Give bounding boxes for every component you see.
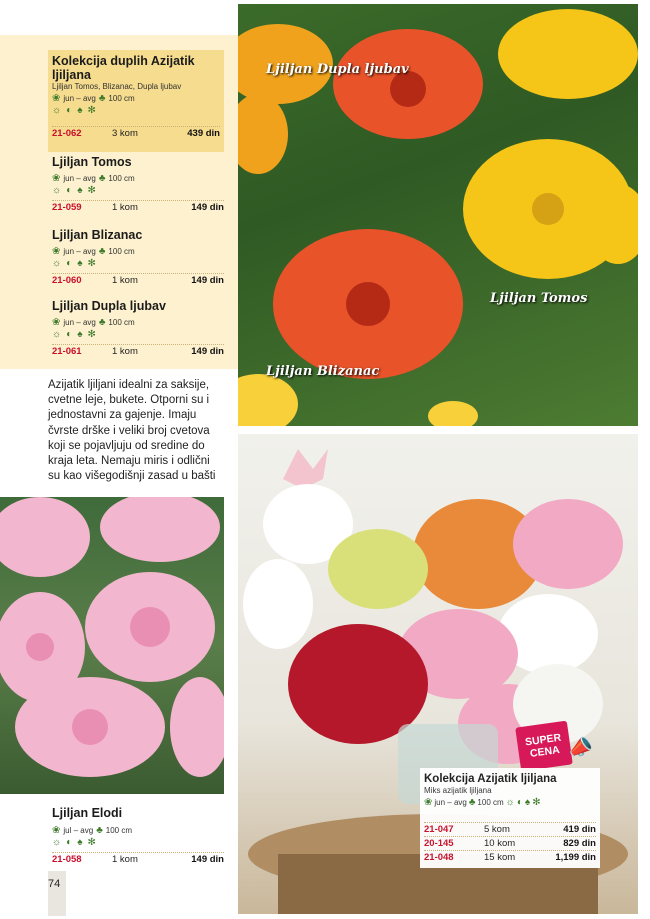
product-title: Ljiljan Dupla ljubav bbox=[52, 299, 166, 313]
half-shade-icon: ◐ bbox=[516, 796, 523, 808]
sun-icon: ☼ bbox=[52, 836, 62, 848]
half-shade-icon: ◐ bbox=[66, 104, 73, 116]
product-tomos bbox=[52, 155, 224, 214]
product-elodi bbox=[52, 806, 224, 866]
care-icons bbox=[52, 836, 224, 848]
product-title: Ljiljan Blizanac bbox=[52, 228, 143, 242]
collection-card bbox=[420, 768, 600, 868]
snowflake-icon: ✻ bbox=[87, 184, 96, 196]
description-text: Azijatik ljiljani idealni za saksije, cvetne leje, bukete. Otporni su i jednostavni za gajenje. Imaju čvrste drške i veliki broj cvetova koji se pojavljuju od sredine do kraja leta. Nemaju miris i odlični su kao višegodišnji zasad u bašti bbox=[48, 379, 216, 483]
price-row bbox=[52, 273, 224, 287]
product-dupla-ljubav bbox=[52, 299, 224, 358]
height-plant-icon: ♣ bbox=[98, 92, 106, 104]
product-price: 419 din bbox=[563, 824, 596, 835]
caption-tomos: Ljiljan Tomos bbox=[490, 291, 588, 306]
product-code: 21-061 bbox=[52, 346, 82, 357]
lily-photo-pink-elodi bbox=[0, 497, 224, 794]
height-plant-icon: ♣ bbox=[98, 245, 106, 257]
product-price: 149 din bbox=[191, 346, 224, 357]
product-code: 21-058 bbox=[52, 854, 82, 865]
plant-height: 100 cm bbox=[108, 173, 135, 183]
snowflake-icon: ✻ bbox=[532, 796, 541, 808]
calendar-icon: ❀ bbox=[52, 824, 61, 836]
product-price: 1,199 din bbox=[555, 852, 596, 863]
height-plant-icon: ♣ bbox=[468, 796, 476, 808]
product-qty: 1 kom bbox=[112, 854, 138, 865]
bloom-season: jun – avg bbox=[63, 246, 96, 256]
product-price: 149 din bbox=[191, 275, 224, 286]
calendar-icon: ❀ bbox=[52, 172, 61, 184]
product-qty: 1 kom bbox=[112, 346, 138, 357]
product-qty: 15 kom bbox=[484, 852, 516, 863]
care-icons bbox=[52, 328, 224, 340]
product-title: Ljiljan Tomos bbox=[52, 155, 132, 169]
snowflake-icon: ✻ bbox=[87, 328, 96, 340]
bloom-season: jun – avg bbox=[434, 797, 467, 807]
height-plant-icon: ♣ bbox=[96, 824, 103, 836]
plant-height: 100 cm bbox=[108, 93, 135, 103]
care-icons bbox=[52, 257, 224, 269]
megaphone-icon: 📣 bbox=[565, 734, 596, 762]
watering-icon: ♠ bbox=[77, 104, 83, 116]
price-row bbox=[52, 852, 224, 866]
height-plant-icon: ♣ bbox=[98, 316, 106, 328]
price-row bbox=[424, 836, 596, 850]
bloom-season: jun – avg bbox=[63, 93, 96, 103]
bloom-season: jun – avg bbox=[63, 173, 96, 183]
calendar-icon: ❀ bbox=[424, 796, 433, 808]
plant-height: 100 cm bbox=[477, 797, 504, 807]
price-row bbox=[424, 850, 596, 864]
watering-icon: ♠ bbox=[524, 796, 531, 808]
price-row bbox=[52, 126, 220, 140]
snowflake-icon: ✻ bbox=[87, 836, 96, 848]
lily-photo-orange-yellow bbox=[238, 4, 638, 426]
snowflake-icon: ✻ bbox=[87, 104, 96, 116]
collection-subtitle: Miks azijatik ljiljana bbox=[424, 786, 492, 795]
product-code: 21-047 bbox=[424, 824, 454, 835]
product-code: 21-062 bbox=[52, 128, 82, 139]
care-icons bbox=[52, 104, 220, 116]
product-qty: 3 kom bbox=[112, 128, 138, 139]
product-price: 829 din bbox=[563, 838, 596, 849]
product-code: 21-059 bbox=[52, 202, 82, 213]
product-qty: 10 kom bbox=[484, 838, 516, 849]
super-cena-badge bbox=[515, 721, 573, 772]
product-qty: 5 kom bbox=[484, 824, 510, 835]
product-qty: 1 kom bbox=[112, 202, 138, 213]
height-plant-icon: ♣ bbox=[98, 172, 106, 184]
product-subtitle: Ljiljan Tomos, Blizanac, Dupla ljubav bbox=[52, 82, 182, 91]
sun-icon: ☼ bbox=[52, 257, 62, 269]
product-qty: 1 kom bbox=[112, 275, 138, 286]
snowflake-icon: ✻ bbox=[87, 257, 96, 269]
sun-icon: ☼ bbox=[505, 796, 515, 808]
product-price: 149 din bbox=[191, 854, 224, 865]
price-row bbox=[52, 344, 224, 358]
watering-icon: ♠ bbox=[77, 184, 83, 196]
half-shade-icon: ◐ bbox=[66, 328, 73, 340]
half-shade-icon: ◐ bbox=[66, 184, 73, 196]
bloom-season: jul – avg bbox=[63, 825, 94, 835]
price-row bbox=[52, 200, 224, 214]
featured-product-card bbox=[48, 50, 224, 152]
calendar-icon: ❀ bbox=[52, 245, 61, 257]
product-blizanac bbox=[52, 228, 224, 287]
plant-height: 100 cm bbox=[108, 317, 135, 327]
product-price: 149 din bbox=[191, 202, 224, 213]
sun-icon: ☼ bbox=[52, 328, 62, 340]
badge-line1: SUPER bbox=[524, 731, 562, 749]
plant-height: 100 cm bbox=[105, 825, 132, 835]
product-code: 20-145 bbox=[424, 838, 454, 849]
calendar-icon: ❀ bbox=[52, 92, 61, 104]
caption-blizanac: Ljiljan Blizanac bbox=[266, 364, 380, 379]
product-title: Ljiljan Elodi bbox=[52, 806, 123, 820]
plant-height: 100 cm bbox=[108, 246, 135, 256]
price-row bbox=[424, 822, 596, 836]
page-number: 74 bbox=[48, 878, 61, 890]
sun-icon: ☼ bbox=[52, 184, 62, 196]
care-icons bbox=[52, 184, 224, 196]
badge-line2: CENA bbox=[529, 743, 561, 760]
collection-title: Kolekcija Azijatik ljiljana bbox=[424, 773, 557, 785]
product-code: 21-048 bbox=[424, 852, 454, 863]
watering-icon: ♠ bbox=[77, 257, 83, 269]
sun-icon: ☼ bbox=[52, 104, 62, 116]
half-shade-icon: ◐ bbox=[66, 836, 73, 848]
half-shade-icon: ◐ bbox=[66, 257, 73, 269]
caption-dupla-ljubav: Ljiljan Dupla ljubav bbox=[266, 62, 409, 77]
watering-icon: ♠ bbox=[77, 836, 83, 848]
watering-icon: ♠ bbox=[77, 328, 83, 340]
product-code: 21-060 bbox=[52, 275, 82, 286]
product-price: 439 din bbox=[187, 128, 220, 139]
bloom-season: jun – avg bbox=[63, 317, 96, 327]
product-title: Kolekcija duplih Azijatik ljiljana bbox=[52, 54, 195, 82]
calendar-icon: ❀ bbox=[52, 316, 61, 328]
